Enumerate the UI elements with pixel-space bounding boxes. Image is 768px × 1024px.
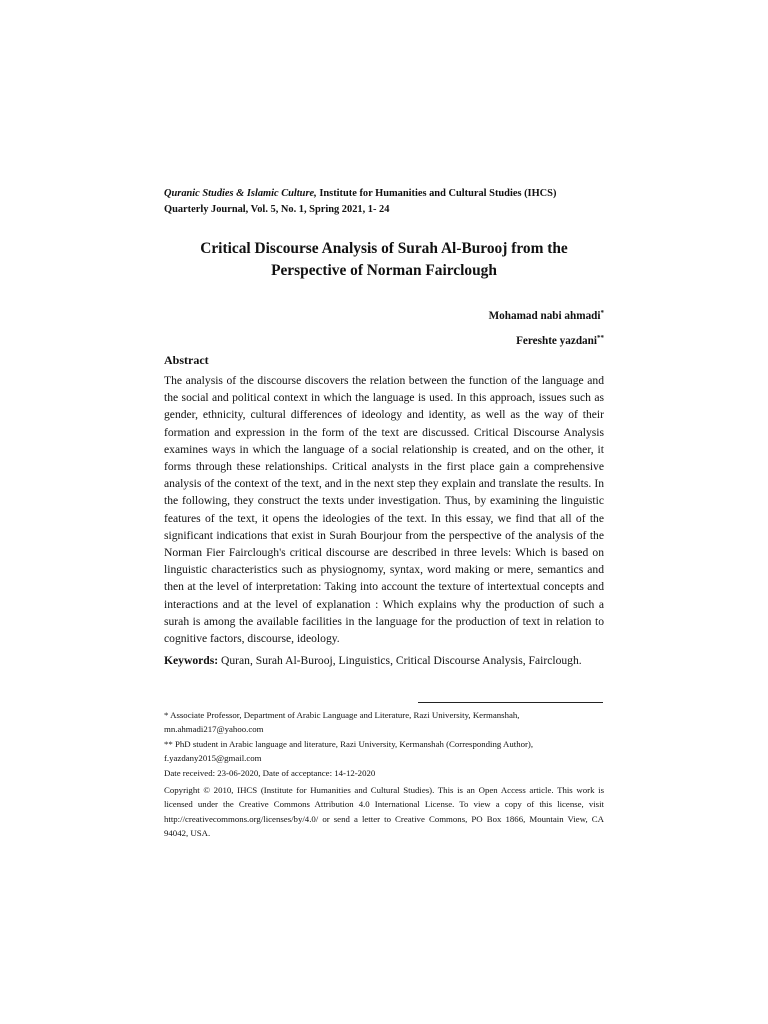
journal-institute: Institute for Humanities and Cultural Studies (IHCS): [316, 188, 557, 199]
footnote-author-1-email: mn.ahmadi217@yahoo.com: [164, 724, 264, 735]
keywords-label: Keywords:: [164, 654, 219, 667]
footnote-divider: [418, 702, 603, 703]
journal-issue: Quarterly Journal, Vol. 5, No. 1, Spring 2021, 1- 24: [164, 204, 390, 215]
author-2-name: Fereshte yazdani: [516, 335, 597, 347]
paper-title-line-1: Critical Discourse Analysis of Surah Al-Burooj from the: [200, 240, 568, 257]
footnotes: [164, 708, 604, 841]
paper-title-line-2: Perspective of Norman Fairclough: [271, 262, 497, 279]
footnote-author-1-affiliation: * Associate Professor, Department of Arabic Language and Literature, Razi University, Kermanshah,: [164, 710, 520, 720]
footnote-copyright: Copyright © 2010, IHCS (Institute for Humanities and Cultural Studies). This is an Open Access article. This work is licensed under the Creative Commons Attribution 4.0 International License. To view a copy of this license, visit http://creativecommons.org/licenses/by/4.0/ or send a letter to Creative Commons, PO Box 1866, Mountain View, CA 94042, USA.: [164, 785, 604, 839]
journal-header: [164, 186, 604, 218]
journal-name: Quranic Studies & Islamic Culture,: [164, 188, 317, 199]
footnote-author-2-affiliation: ** PhD student in Arabic language and literature, Razi University, Kermanshah (Corresponding Author),: [164, 738, 534, 749]
author-list: [489, 302, 604, 352]
author-1-name: Mohamad nabi ahmadi: [488, 310, 601, 322]
author-2-mark: **: [597, 334, 604, 342]
footnote-dates: Date received: 23-06-2020, Date of acceptance: 14-12-2020: [164, 767, 376, 778]
paper-title: [140, 238, 628, 282]
abstract-text: The analysis of the discourse discovers the relation between the function of the language and the social and political context in which the language is used. In this approach, issues such as gender, ethnicity, cultural differences of ideology and identity, as well as the way of their formation and expression in the form of the text are discussed. Critical Discourse Analysis examines ways in which the language of a social relationship is created, and on the other, it forms through these relationships. Critical analysts in the first place gain a comprehensive analysis of the context of the text, and in the next step they explain and translate the results. In the following, they construct the texts under investigation. Thus, by examining the linguistic features of the text, it opens the ideologies of the text. In this essay, we find that all of the significant indications that exist in Surah Bourjour from the perspective of the analysis of the Norman Fier Fairclough's critical discourse are described in three levels: Which is based on linguistic characteristics such as physiognomy, syntax, word making or mere, semantics and then at the level of interpretation: Taking into account the texture of intertextual concepts and interactions and at the level of explanation : Which explains why the production of such a surah is among the available facilities in the language for the production of text in relation to cognitive factors, discourse, ideology.: [164, 374, 604, 646]
keywords-text: Quran, Surah Al-Burooj, Linguistics, Critical Discourse Analysis, Fairclough.: [218, 654, 582, 667]
author-1: [489, 302, 604, 327]
author-2: [489, 327, 604, 352]
journal-name-line: [164, 186, 604, 202]
abstract-heading: Abstract: [164, 353, 209, 367]
keywords: [164, 652, 604, 669]
footnote-author-2-email: f.yazdany2015@gmail.com: [164, 753, 262, 764]
author-1-mark: *: [600, 309, 604, 317]
